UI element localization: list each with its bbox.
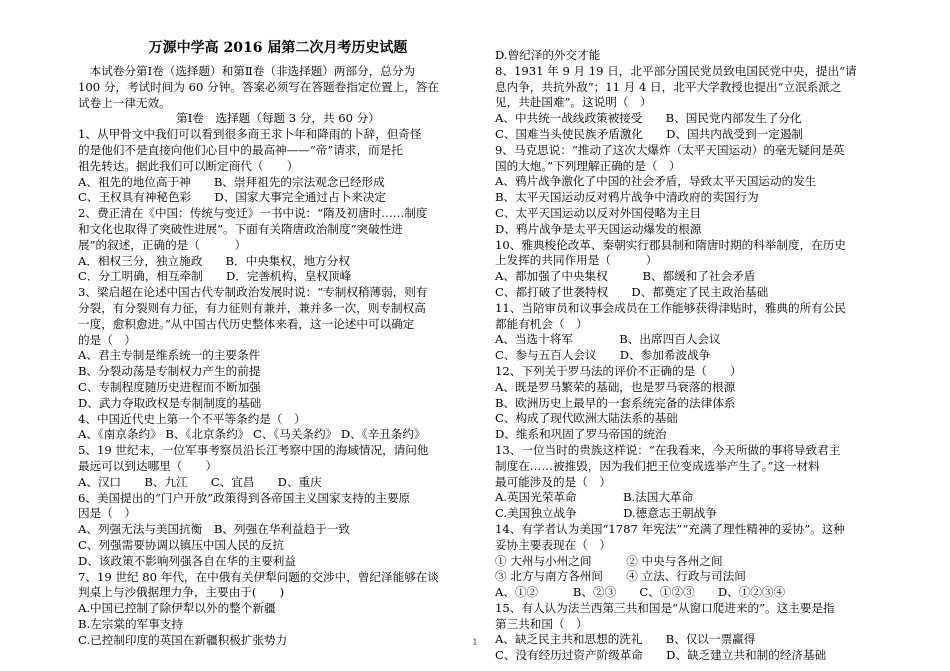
left-column-line: A、祖先的地位高于神 B、崇拜祖先的宗法观念已经形成 (78, 174, 385, 189)
left-column-line: A、列强无法与美国抗衡 B、列强在华利益趋于一致 (78, 522, 350, 537)
right-column-line: 10、雅典梭伦改革、秦朝实行郡县制和隋唐时期的科举制度，在历史 (495, 237, 846, 252)
left-column-line: 4、中国近代史上第一个不平等条约是（ ） (78, 411, 306, 426)
left-column-line: 一度，愈积愈进。”从中国古代历史整体来看，这一论述中可以确定 (78, 316, 415, 331)
right-column-line: C、国难当头使民族矛盾激化 D、国共内战受到一定遏制 (495, 126, 804, 141)
right-column-line: 制度在……被推毁，因为我们把王位变成选举产生了。”这一材料 (495, 458, 820, 473)
right-column-line: A、缺乏民主共和思想的洗礼 B、仅以一票赢得 (495, 632, 756, 647)
left-column-line: 祖先转达。据此我们可以断定商代（ ） (78, 158, 299, 173)
right-column-line: 15、有人认为法兰西第三共和国是“从窗口爬进来的”。这主要是指 (495, 600, 835, 615)
left-column-line: C．分工明确，相互牵制 D．完善机构，皇权顶峰 (78, 269, 352, 284)
left-column-line: A．相权三分，独立施政 B．中央集权，地方分权 (78, 253, 350, 268)
right-column-line: A、当选十将军 B、出席四百人会议 (495, 332, 721, 347)
right-column-line: C、没有经历过资产阶级革命 D、缺乏建立共和制的经济基础 (495, 648, 827, 663)
left-column-line: 的是（ ） (78, 332, 136, 347)
right-column-line: C、构成了现代欧洲大陆法系的基础 (495, 411, 678, 426)
exam-title: 万源中学高 2016 届第二次月考历史试题 (148, 40, 408, 56)
left-column (78, 64, 478, 671)
right-column-line: 8、1931 年 9 月 19 日，北平部分国民党员致电国民党中央，提出“请 (495, 63, 857, 78)
left-column-line: 的是他们不是直接向他们心目中的最高神——“帝”请求，而是托 (78, 142, 403, 157)
right-column-line: C、参与五百人会议 D、参加希波战争 (495, 348, 711, 363)
right-column-line: D、维系和巩固了罗马帝国的统治 (495, 427, 667, 442)
left-column-line: 展”的叙述，正确的是（ ） (78, 237, 247, 252)
left-column-line: D、武力夺取政权是专制制度的基础 (78, 395, 262, 410)
left-column-line: 5、19 世纪末，一位军事考察员沿长江考察中国的海域情况，请问他 (78, 443, 429, 458)
left-column-line: 3、梁启超在论述中国古代专制政治发展时说：“专制权稍薄弱，则有 (78, 285, 428, 300)
right-column-line: B、太平天国运动反对鸦片战争中清政府的卖国行为 (495, 190, 759, 205)
left-column-line: A.中国已控制了除伊犁以外的整个新疆 (78, 601, 276, 616)
right-column-line: B、欧洲历史上最早的一套系统完备的法律体系 (495, 395, 736, 410)
right-column-line: A、中共统一战线政策被接受 B、国民党内部发生了分化 (495, 111, 802, 126)
left-column-line: 1、从甲骨文中我们可以看到很多商王求卜年和降雨的卜辞，但奇怪 (78, 127, 422, 142)
left-column-line: B、分裂动荡是专制权力产生的前提 (78, 364, 261, 379)
left-column-line: 7、19 世纪 80 年代，在中俄有关伊犁问题的交涉中，曾纪泽能够在谈 (78, 569, 439, 584)
right-column-line: 第三共和国（ ） (495, 616, 588, 631)
left-column-line: 判桌上与沙俄据理力争，主要由于( ) (78, 585, 285, 600)
right-column-line: A、鸦片战争激化了中国的社会矛盾，导致太平天国运动的发生 (495, 174, 817, 189)
left-column-line: A、君主专制是维系统一的主要条件 (78, 348, 261, 363)
left-column-line: C.已控制印度的英国在新疆积极扩张势力 (78, 632, 288, 647)
right-column-line: 12、下列关于罗马法的评价不正确的是（ ） (495, 363, 742, 378)
page-number: 1 (472, 638, 478, 647)
right-column-line: 见，共赴国难”。这说明（ ） (495, 95, 652, 110)
right-column-line: 上发挥的共同作用是（ ） (495, 253, 658, 268)
left-column-line: C、列强需要协调以镇压中国人民的反抗 (78, 537, 284, 552)
right-column-line: D.曾纪泽的外交才能 (495, 48, 601, 62)
left-column-line: A、汉口 B、九江 C、宜昌 D、重庆 (78, 474, 322, 489)
left-column-line: 2、费正清在《中国：传统与变迁》一书中说：“隋及初唐时……制度 (78, 206, 428, 221)
right-column-line: C、都打破了世袭特权 D、都奠定了民主政治基础 (495, 284, 769, 299)
right-column-line: D、鸦片战争是太平天国运动爆发的根源 (495, 221, 702, 236)
right-column-line: 11、当陪审员和议事会成员在工作能够获得津贴时，雅典的所有公民 (495, 300, 846, 315)
left-column-line: 最远可以到达哪里（ ） (78, 458, 218, 473)
left-column-line: 本试卷分第Ⅰ卷（选择题）和第Ⅱ卷（非选择题）两部分，总分为 (78, 64, 416, 78)
left-column-line: 100 分，考试时间为 60 分钟。答案必须写在答题卷指定位置上，答在 (78, 79, 439, 94)
right-column-line: 9、马克思说：“推动了这次大爆炸（太平天国运动）的毫无疑问是英 (495, 142, 845, 157)
right-column-line: 都能有机会（ ） (495, 316, 588, 331)
right-column-line: A、①② B、②③ C、①②③ D、①②③④ (495, 585, 786, 600)
right-column-line: A.英国光荣革命 B.法国大革命 (495, 490, 694, 505)
left-column-line: C、王权具有神秘色彩 D、国家大事完全通过占卜来决定 (78, 190, 387, 205)
right-column-line: C、太平天国运动以反对外国侵略为主目 (495, 205, 701, 220)
right-column-line: 13、一位当时的贵族这样说：“在我看来，今天所做的事将导致君主 (495, 442, 841, 457)
right-column-line: ③ 北方与南方各州间 ④ 立法、行政与司法间 (495, 569, 746, 584)
section-heading: 第Ⅰ卷 选择题（每题 3 分，共 60 分） (176, 111, 380, 126)
right-column-line: 息内争，共抗外敌”；11 月 4 日，北平大学教授也提出“立泯系派之 (495, 79, 842, 94)
right-column-line: 最可能涉及的是（ ） (495, 474, 611, 489)
right-column-line: 国的大炮。”下列理解正确的是（ ） (495, 158, 681, 173)
left-column-line: 试卷上一律无效。 (78, 95, 171, 110)
left-column-line: D、该政策不影响列强各自在华的主要利益 (78, 553, 296, 568)
right-column (495, 48, 875, 671)
right-column-line: 妥协主要表现在（ ） (495, 537, 611, 552)
left-column-line: 6、美国提出的“门户开放”政策得到各帝国主义国家支持的主要原 (78, 490, 411, 505)
left-column-line: 分裂，有分裂则有力征，有力征则有兼并，兼并多一次，则专制权高 (78, 300, 426, 315)
right-column-line: 14、有学者认为美国“1787 年宪法”“充满了理性精神的妥协”。这种 (495, 521, 845, 536)
left-column-line: B.左宗棠的军事支持 (78, 616, 183, 631)
right-column-line: A、既是罗马繁荣的基础，也是罗马衰落的根源 (495, 379, 736, 394)
left-column-line: 因是（ ） (78, 506, 136, 521)
left-column-line: 和文化也取得了突破性进展”。下面有关隋唐政治制度“突破性进 (78, 221, 403, 236)
left-column-line: A、《南京条约》 B、《北京条约》 C、《马关条约》 D、《辛丑条约》 (78, 427, 426, 442)
right-column-line: C.美国独立战争 D.德意志王朝战争 (495, 506, 717, 521)
left-column-line: C、专制程度随历史进程而不断加强 (78, 379, 261, 394)
right-column-line: ① 大州与小州之间 ② 中央与各州之间 (495, 553, 723, 568)
right-column-line: A、都加强了中央集权 B、都缓和了社会矛盾 (495, 269, 756, 284)
